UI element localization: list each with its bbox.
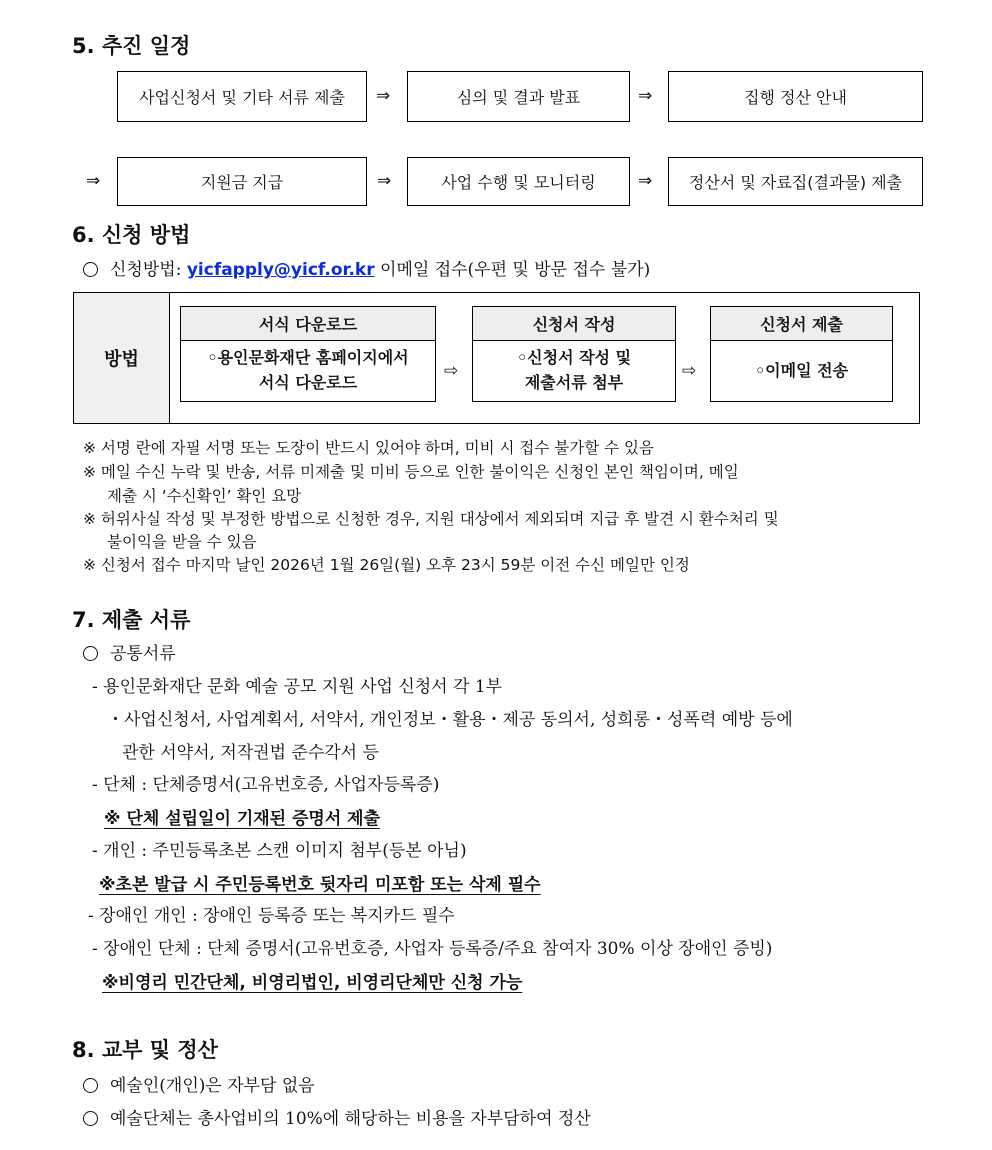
schedule-step-payment: 지원금 지급 (117, 157, 367, 206)
circle-bullet-icon (83, 1078, 98, 1093)
step-3-title: 신청서 제출 (710, 306, 893, 341)
note-false: ※ 허위사실 작성 및 부정한 방법으로 신청한 경우, 지원 대상에서 제외되며 지급 후 발견 시 환수처리 및 (83, 510, 779, 528)
schedule-step-review: 심의 및 결과 발표 (407, 71, 630, 122)
section-6-heading: 6. 신청 방법 (72, 223, 191, 247)
arrow-icon: ⇒ (376, 86, 391, 106)
hollow-arrow-icon: ⇨ (444, 361, 459, 381)
doc-list-cont: 관한 서약서, 저작권법 준수각서 등 (122, 743, 379, 763)
doc-individual-note: ※초본 발급 시 주민등록번호 뒷자리 미포함 또는 삭제 필수 (99, 875, 541, 895)
step-2-body: ◦신청서 작성 및 제출서류 첨부 (472, 340, 676, 402)
doc-group-note: ※ 단체 설립일이 기재된 증명서 제출 (104, 809, 381, 829)
arrow-icon: ⇒ (86, 171, 101, 191)
note-mail-cont: 제출 시 ‘수신확인’ 확인 요망 (107, 487, 302, 505)
section-7-heading: 7. 제출 서류 (72, 608, 191, 632)
schedule-step-settlement: 정산서 및 자료집(결과물) 제출 (668, 157, 923, 206)
note-false-cont: 불이익을 받을 수 있음 (107, 533, 257, 551)
arrow-icon: ⇒ (377, 171, 392, 191)
common-docs: 공통서류 (83, 639, 176, 664)
doc-disabled-individual: - 장애인 개인 : 장애인 등록증 또는 복지카드 필수 (88, 906, 455, 926)
circle-bullet-icon (83, 262, 98, 277)
doc-nonprofit-note: ※비영리 민간단체, 비영리법인, 비영리단체만 신청 가능 (102, 973, 523, 993)
section-8-heading: 8. 교부 및 정산 (72, 1038, 218, 1062)
step-1-body: ◦용인문화재단 홈페이지에서 서식 다운로드 (180, 340, 436, 402)
arrow-icon: ⇒ (638, 171, 653, 191)
note-signature: ※ 서명 란에 자필 서명 또는 도장이 반드시 있어야 하며, 미비 시 접수 불가할 수 있음 (83, 439, 654, 457)
method-table (73, 292, 920, 424)
apply-method-line: 신청방법: yicfapply@yicf.or.kr 이메일 접수(우편 및 방문 접수 불가) (83, 255, 650, 280)
email-link[interactable]: yicfapply@yicf.or.kr (186, 260, 375, 280)
schedule-step-monitoring: 사업 수행 및 모니터링 (407, 157, 630, 206)
doc-application: - 용인문화재단 문화 예술 공모 지원 사업 신청서 각 1부 (92, 677, 503, 697)
note-deadline: ※ 신청서 접수 마지막 날인 2026년 1월 26일(월) 오후 23시 59분 이전 수신 메일만 인정 (83, 556, 690, 574)
doc-group: - 단체 : 단체증명서(고유번호증, 사업자등록증) (92, 775, 440, 795)
step-1-title: 서식 다운로드 (180, 306, 436, 341)
circle-bullet-icon (83, 1111, 98, 1126)
grant-group: 예술단체는 총사업비의 10%에 해당하는 비용을 자부담하여 정산 (83, 1104, 591, 1129)
arrow-icon: ⇒ (638, 86, 653, 106)
note-mail: ※ 메일 수신 누락 및 반송, 서류 미제출 및 미비 등으로 인한 불이익은 신청인 본인 책임이며, 메일 (83, 463, 739, 481)
hollow-arrow-icon: ⇨ (682, 361, 697, 381)
doc-list: ・사업신청서, 사업계획서, 서약서, 개인정보・활용・제공 동의서, 성희롱・성폭력 예방 등에 (107, 710, 793, 730)
schedule-step-guide: 집행 정산 안내 (668, 71, 923, 122)
circle-bullet-icon (83, 646, 98, 661)
schedule-step-submit: 사업신청서 및 기타 서류 제출 (117, 71, 367, 122)
doc-disabled-group: - 장애인 단체 : 단체 증명서(고유번호증, 사업자 등록증/주요 참여자 30% 이상 장애인 증빙) (92, 939, 773, 959)
step-2-title: 신청서 작성 (472, 306, 676, 341)
section-5-heading: 5. 추진 일정 (72, 34, 191, 58)
step-3-body: ◦이메일 전송 (710, 340, 893, 402)
doc-individual: - 개인 : 주민등록초본 스캔 이미지 첨부(등본 아님) (92, 841, 467, 861)
grant-individual: 예술인(개인)은 자부담 없음 (83, 1071, 315, 1096)
method-label: 방법 (74, 293, 170, 423)
